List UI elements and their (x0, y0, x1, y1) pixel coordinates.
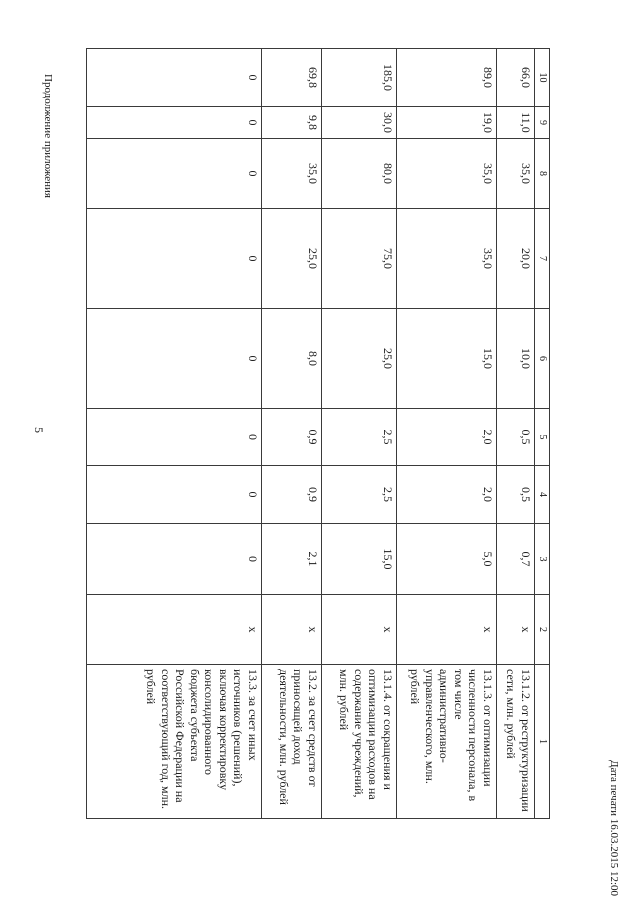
header-cell: 10 (535, 49, 550, 107)
row-label: 13.2. за счет средств от приносящей доход деятельности, млн. рублей (262, 665, 322, 819)
cell: 0,7 (497, 524, 535, 595)
cell: 0 (87, 466, 262, 524)
table-row (322, 49, 397, 819)
cell: 20,0 (497, 209, 535, 309)
header-cell: 3 (535, 524, 550, 595)
cell: 35,0 (397, 139, 497, 209)
cell: 11,0 (497, 107, 535, 139)
header-cell: 7 (535, 209, 550, 309)
row-label: 13.1.3. от оптимизации численности персонала, в том числе административно-управленческого, млн. рублей (397, 665, 497, 819)
cell: 15,0 (397, 309, 497, 409)
cell: 80,0 (322, 139, 397, 209)
header-cell: 2 (535, 595, 550, 665)
cell: 0 (87, 49, 262, 107)
header-cell: 4 (535, 466, 550, 524)
header-cell: 8 (535, 139, 550, 209)
row-label: 13.1.2. от реструктуризации сети, млн. рублей (497, 665, 535, 819)
row-label: 13.1.4. от сокращения и оптимизации расходов на содержание учреждений, млн. рублей (322, 665, 397, 819)
cell: 0 (87, 139, 262, 209)
cell: 0 (87, 209, 262, 309)
cell: 0,5 (497, 409, 535, 466)
continuation-note: Продолжение приложения (42, 74, 54, 198)
cell: 5,0 (397, 524, 497, 595)
cell: 2,5 (322, 466, 397, 524)
cell: 75,0 (322, 209, 397, 309)
cell: х (497, 595, 535, 665)
cell: 10,0 (497, 309, 535, 409)
cell: 0 (87, 409, 262, 466)
cell: 89,0 (397, 49, 497, 107)
header-cell: 1 (535, 665, 550, 819)
cell: х (397, 595, 497, 665)
cell: 2,0 (397, 466, 497, 524)
cell: 185,0 (322, 49, 397, 107)
header-cell: 6 (535, 309, 550, 409)
table-row (87, 49, 262, 819)
cell: 0,9 (262, 409, 322, 466)
cell: 15,0 (322, 524, 397, 595)
cell: х (262, 595, 322, 665)
table-row (497, 49, 535, 819)
cell: 30,0 (322, 107, 397, 139)
cell: 19,0 (397, 107, 497, 139)
cell: 0 (87, 524, 262, 595)
header-cell: 5 (535, 409, 550, 466)
table-row (397, 49, 497, 819)
row-label: 13.3. за счет иных источников (решений), включая корректировку консолидированного бюджета субъекта Российской Федерации на соответствующий год, млн. рублей (87, 665, 262, 819)
cell: 0,9 (262, 466, 322, 524)
cell: 0 (87, 107, 262, 139)
cell: 9,8 (262, 107, 322, 139)
cell: 0 (87, 309, 262, 409)
cell: х (87, 595, 262, 665)
table-header-row (535, 49, 550, 819)
cell: 2,5 (322, 409, 397, 466)
cell: 69,8 (262, 49, 322, 107)
cell: 66,0 (497, 49, 535, 107)
header-cell: 9 (535, 107, 550, 139)
print-date: Дата печати 16.03.2015 12:00 (608, 760, 620, 897)
cell: 35,0 (262, 139, 322, 209)
cell: 35,0 (497, 139, 535, 209)
cell: 0,5 (497, 466, 535, 524)
data-table (86, 48, 550, 819)
cell: 35,0 (397, 209, 497, 309)
cell: 2,0 (397, 409, 497, 466)
cell: 2,1 (262, 524, 322, 595)
table-row (262, 49, 322, 819)
cell: 25,0 (322, 309, 397, 409)
cell: х (322, 595, 397, 665)
page-number: 5 (32, 427, 46, 433)
cell: 8,0 (262, 309, 322, 409)
cell: 25,0 (262, 209, 322, 309)
